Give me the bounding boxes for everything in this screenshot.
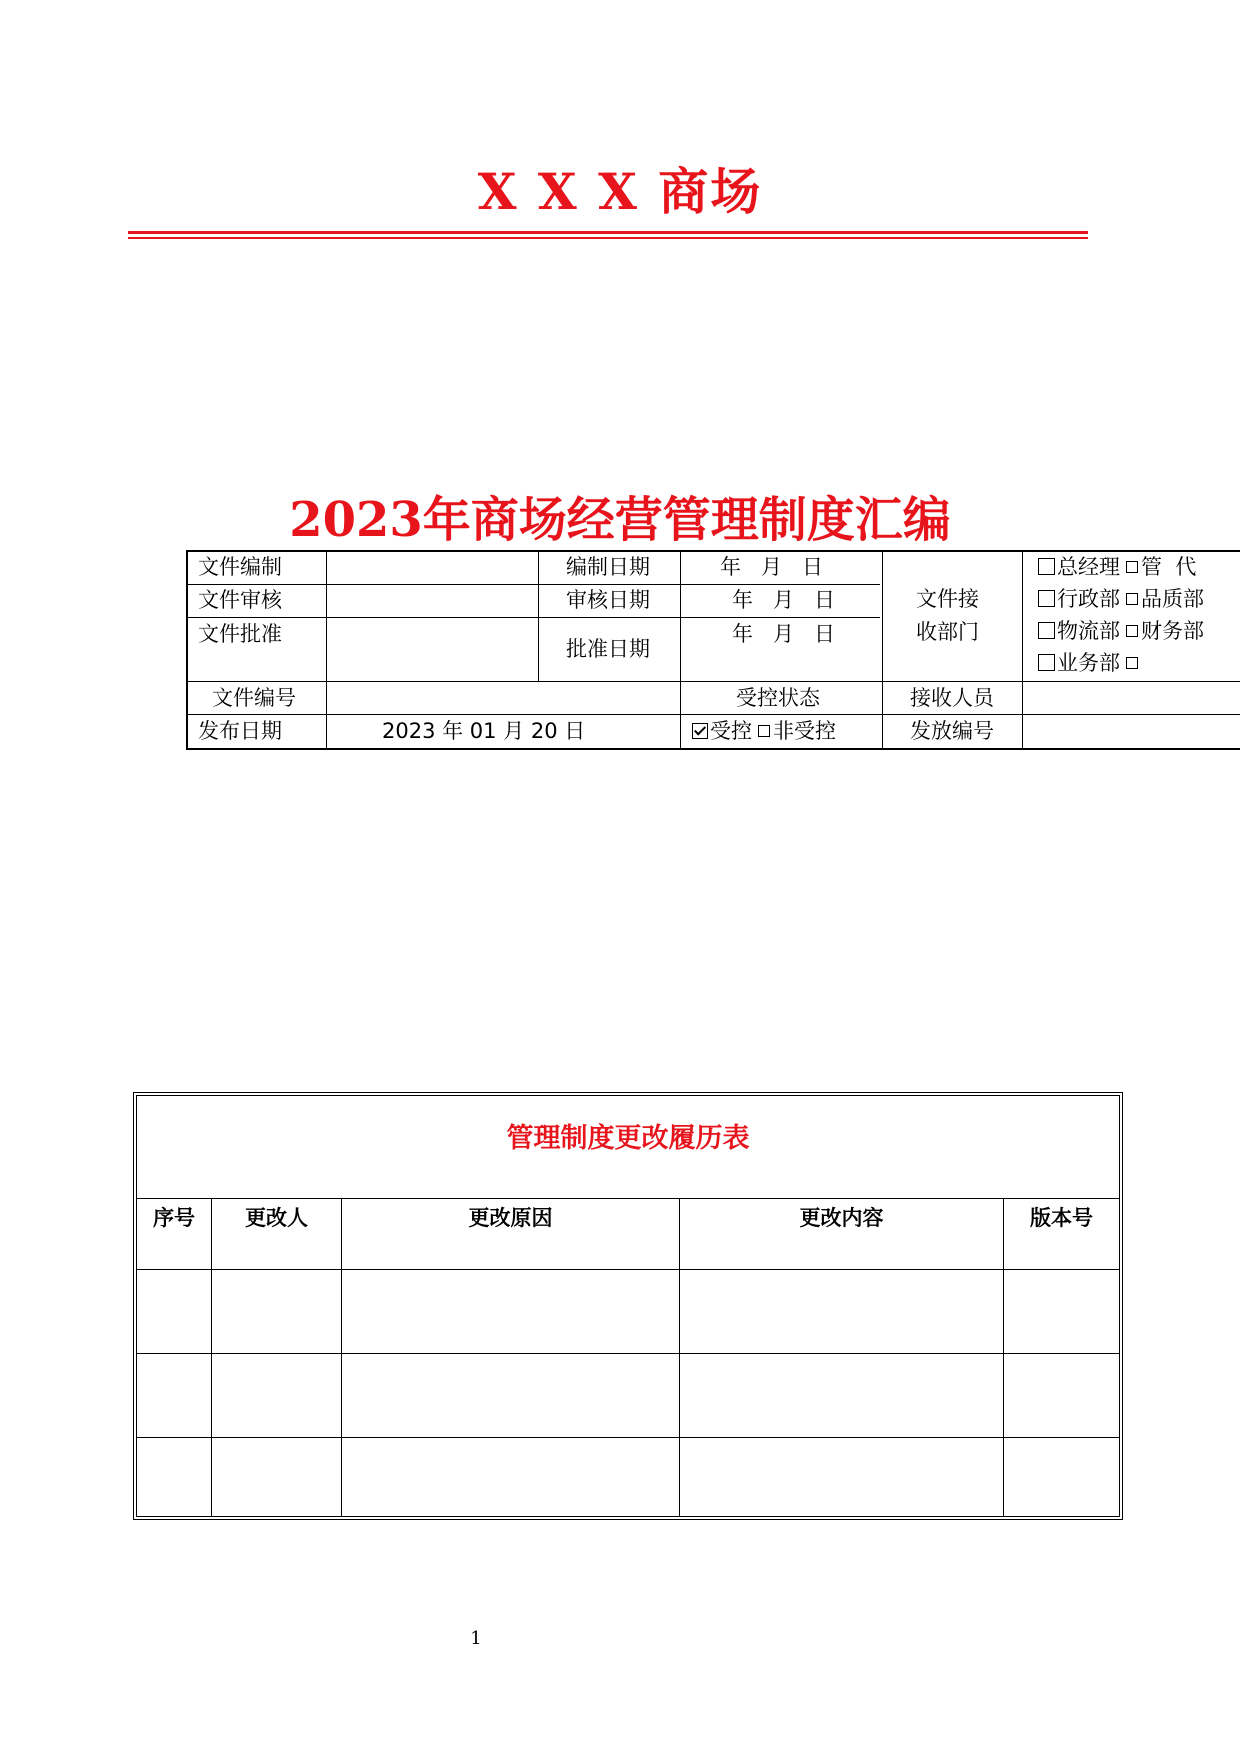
business-checkbox[interactable] [1038, 654, 1055, 671]
dept-row-4 [1038, 649, 1141, 677]
controlled-label: 受控 [710, 719, 752, 743]
prepared-label: 文件编制 [198, 555, 282, 579]
document-title: 2023年商场经营管理制度汇编 [289, 492, 951, 548]
header-divider-top [128, 231, 1088, 234]
control-status-options [692, 717, 836, 745]
general-manager-label: 总经理 [1057, 555, 1120, 579]
approved-date-label: 批准日期 [566, 637, 650, 661]
uncontrolled-checkbox[interactable] [758, 725, 770, 737]
column-header-reason: 更改原因 [468, 1206, 553, 1230]
quality-label: 品质部 [1141, 587, 1204, 611]
history-table-title: 管理制度更改履历表 [506, 1123, 750, 1154]
logistics-checkbox[interactable] [1038, 622, 1055, 639]
management-agent-label: 管 代 [1141, 555, 1197, 579]
blank-dept-checkbox[interactable] [1126, 657, 1138, 669]
dept-row-3 [1038, 617, 1204, 645]
doc-number-label: 文件编号 [212, 686, 296, 710]
uncontrolled-label: 非受控 [773, 719, 836, 743]
column-header-version: 版本号 [1030, 1206, 1093, 1230]
admin-checkbox[interactable] [1038, 590, 1055, 607]
table-row [137, 1270, 1119, 1353]
management-agent-checkbox[interactable] [1126, 561, 1138, 573]
column-header-content: 更改内容 [799, 1206, 884, 1230]
header-divider-bottom [128, 237, 1088, 239]
finance-label: 财务部 [1141, 619, 1204, 643]
distribution-number-label: 发放编号 [910, 719, 994, 743]
business-label: 业务部 [1057, 651, 1120, 675]
quality-checkbox[interactable] [1126, 593, 1138, 605]
page-number: 1 [470, 1628, 482, 1649]
revision-history-table [133, 1092, 1123, 1520]
reviewed-label: 文件审核 [198, 588, 282, 612]
table-row [137, 1354, 1119, 1437]
table-row [137, 1438, 1119, 1516]
dept-row-2 [1038, 585, 1204, 613]
approved-label: 文件批准 [198, 622, 282, 646]
reviewed-date-label: 审核日期 [566, 588, 650, 612]
issue-date-value: 2023 年 01 月 20 日 [382, 719, 586, 743]
general-manager-checkbox[interactable] [1038, 558, 1055, 575]
logistics-label: 物流部 [1057, 619, 1120, 643]
receiving-dept-label-line1: 文件接 [916, 587, 979, 611]
column-header-changer: 更改人 [245, 1206, 308, 1230]
controlled-checkbox[interactable] [692, 723, 708, 739]
prepared-date-value: 年 月 日 [720, 555, 824, 579]
receiving-dept-label-line2: 收部门 [916, 620, 979, 644]
document-control-table [186, 550, 1240, 750]
admin-label: 行政部 [1057, 587, 1120, 611]
column-header-seq: 序号 [153, 1206, 195, 1230]
receiver-label: 接收人员 [910, 686, 994, 710]
header-title: X X X 商场 [477, 162, 763, 221]
control-status-label: 受控状态 [736, 686, 820, 710]
reviewed-date-value: 年 月 日 [732, 588, 836, 612]
approved-date-value: 年 月 日 [732, 622, 836, 646]
dept-row-1 [1038, 553, 1196, 581]
prepared-date-label: 编制日期 [566, 555, 650, 579]
finance-checkbox[interactable] [1126, 625, 1138, 637]
issue-date-label: 发布日期 [198, 719, 282, 743]
